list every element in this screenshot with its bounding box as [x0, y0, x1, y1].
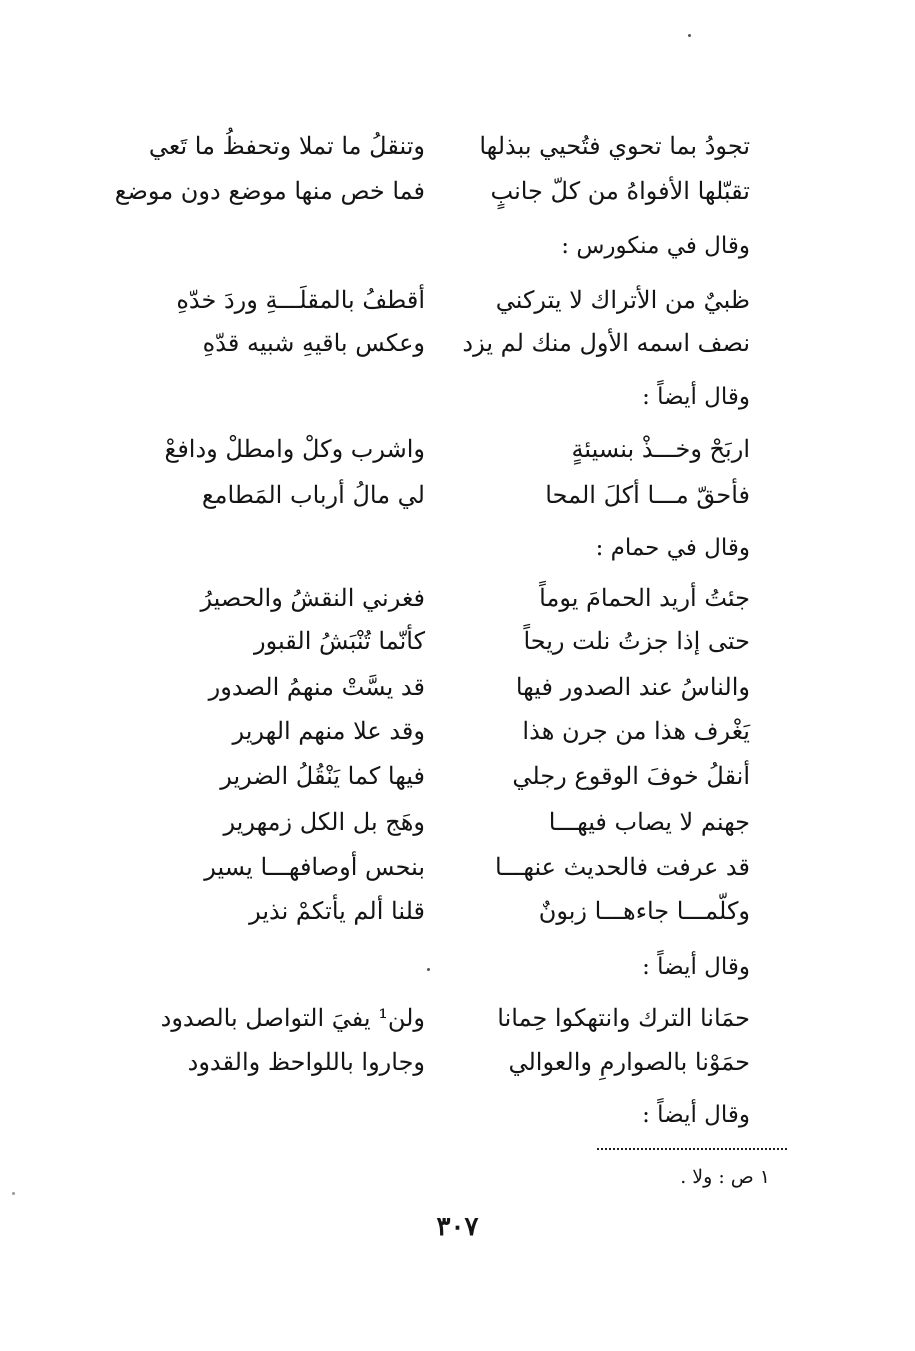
verse-hemistich-left: وتنقلُ ما تملا وتحفظُ ما تَعي — [148, 132, 425, 160]
page-number: ٣٠٧ — [436, 1212, 479, 1242]
poem-intro: وقال في حمام : — [595, 535, 750, 561]
verse-hemistich-right: حمَانا الترك وانتهكوا حِمانا — [497, 1004, 750, 1032]
verse-hemistich-left: أقطفُ بالمقلَـــةِ وردَ خدّهِ — [176, 286, 425, 314]
poem-intro: وقال في منكورس : — [561, 233, 750, 259]
verse-hemistich-left: فما خص منها موضع دون موضع — [114, 177, 425, 205]
verse-hemistich-right: جهنم لا يصاب فيهـــا — [548, 808, 750, 836]
verse-hemistich-right: وكلّمـــا جاءهـــا زبونٌ — [538, 897, 750, 925]
footnote: ١ ص : ولا . — [680, 1166, 770, 1188]
verse-hemistich-left: بنحس أوصافهـــا يسير — [204, 853, 425, 881]
verse-hemistich-right: حمَوْنا بالصوارمِ والعوالي — [508, 1048, 750, 1076]
verse-hemistich-right: نصف اسمه الأول منك لم يزد — [462, 329, 750, 357]
verse-hemistich-right: تجودُ بما تحوي فتُحيي ببذلها — [479, 132, 750, 160]
footnote-divider — [597, 1148, 787, 1150]
verse-hemistich-left: وهَج بل الكل زمهرير — [223, 808, 425, 836]
poem-intro: وقال أيضاً : — [642, 384, 750, 410]
poem-intro: وقال أيضاً : — [642, 954, 750, 980]
verse-hemistich-right: جئتُ أريد الحمامَ يوماً — [539, 584, 750, 612]
verse-hemistich-left: لي مالُ أرباب المَطامع — [201, 481, 425, 509]
verse-hemistich-right: حتى إذا جزتُ نلت ريحاً — [523, 627, 750, 655]
verse-hemistich-right: فأحقّ مـــا أكلَ المحا — [545, 481, 750, 509]
scan-speck — [688, 34, 691, 37]
scan-speck — [427, 968, 430, 971]
verse-hemistich-right: قد عرفت فالحديث عنهـــا — [494, 853, 750, 881]
poem-intro: وقال أيضاً : — [642, 1102, 750, 1128]
verse-hemistich-right: اربَحْ وخـــذْ بنسيئةٍ — [571, 435, 750, 463]
verse-hemistich-left: ولن¹ يفيَ التواصل بالصدود — [160, 1004, 425, 1032]
verse-hemistich-left: فغرني النقشُ والحصيرُ — [200, 584, 425, 612]
verse-hemistich-left: وقد علا منهم الهرير — [232, 717, 425, 745]
verse-hemistich-right: والناسُ عند الصدور فيها — [515, 673, 750, 701]
verse-hemistich-left: فيها كما يَنْقُلُ الضرير — [220, 762, 425, 790]
verse-hemistich-left: واشرب وكلْ وامطلْ ودافعْ — [164, 435, 425, 463]
verse-hemistich-left: وجاروا باللواحظ والقدود — [187, 1048, 425, 1076]
verse-hemistich-left: قد يسَّتْ منهمُ الصدور — [208, 673, 425, 701]
scan-speck — [12, 1192, 15, 1195]
verse-hemistich-right: ظبيٌ من الأتراك لا يتركني — [495, 286, 750, 314]
verse-hemistich-left: كأنّما تُنْبَشُ القبور — [254, 627, 425, 655]
verse-hemistich-left: قلنا ألم يأتكمْ نذير — [249, 897, 425, 925]
verse-hemistich-right: يَغْرف هذا من جرن هذا — [522, 717, 750, 745]
verse-hemistich-right: تقبّلها الأفواهُ من كلّ جانبٍ — [490, 177, 750, 205]
verse-hemistich-left: وعكس باقيهِ شبيه قدّهِ — [202, 329, 425, 357]
verse-hemistich-right: أنقلُ خوفَ الوقوع رجلي — [512, 762, 750, 790]
